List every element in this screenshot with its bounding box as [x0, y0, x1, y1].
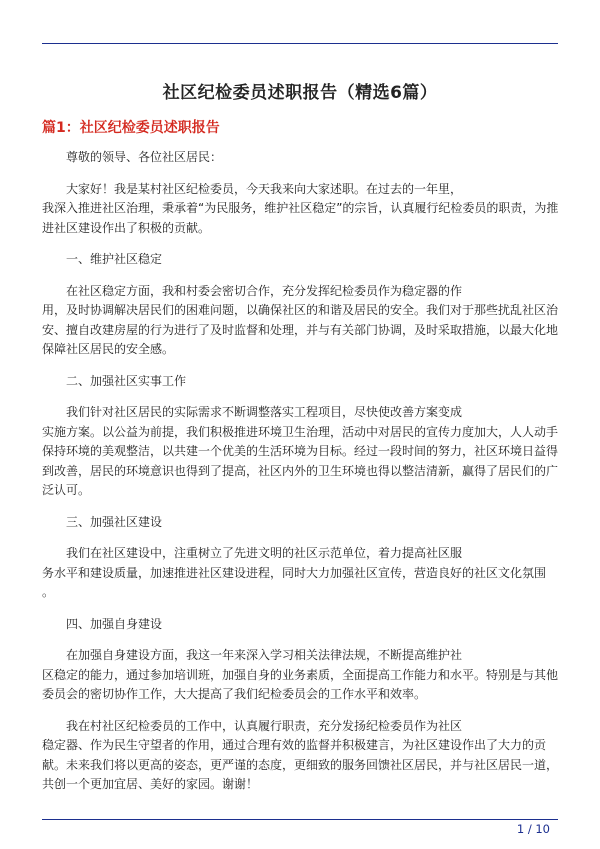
section-heading-3: 三、加强社区建设 — [66, 514, 163, 529]
section-heading-2: 二、加强社区实事工作 — [66, 373, 187, 388]
paragraph-closing: 我在村社区纪检委员的工作中，认真履行职责，充分发扬纪检委员作为社区 稳定器、作为民生守望者的作用，通过合理有效的监督并积极建言，为社区建设作出了大力的贡献。未来我们将以更高的姿态，更严谨的态度，更细致的服务回馈社区居民，并与社区居民一道，共创一个更加宜居、美好的家园。谢谢！ — [42, 718, 559, 791]
paragraph-salutation: 尊敬的领导、各位社区居民： — [66, 150, 223, 164]
paragraph-section-4: 在加强自身建设方面，我这一年来深入学习相关法律法规，不断提高维护社 区稳定的能力，通过参加培训班，加强自身的业务素质，全面提高工作能力和水平。特别是与其他委员会的密切协作工作，大大提高了我们纪检委员会的工作水平和效率。 — [42, 648, 559, 701]
paragraph-section-1: 在社区稳定方面，我和村委会密切合作，充分发挥纪检委员作为稳定器的作 用，及时协调解决居民们的困难问题，以确保社区的和谐及居民的安全。我们对于那些扰乱社区治安、擅自改建房屋的行为进行了及时监督和处理，并与有关部门协调，及时采取措施，以最大化地保障社区居民的安全感。 — [42, 283, 559, 356]
header-rule — [42, 43, 558, 44]
section-subtitle: 篇1：社区纪检委员述职报告 — [42, 120, 220, 136]
footer-rule — [42, 819, 558, 820]
paragraph-intro: 大家好！我是某村社区纪检委员，今天我来向大家述职。在过去的一年里， 我深入推进社区治理，秉承着“为民服务，维护社区稳定”的宗旨，认真履行纪检委员的职责，为推进社区建设作出了积极的贡献。 — [42, 181, 559, 235]
section-heading-1: 一、维护社区稳定 — [66, 252, 163, 266]
paragraph-section-3: 我们在社区建设中，注重树立了先进文明的社区示范单位，着力提高社区服 务水平和建设质量，加速推进社区建设进程，同时大力加强社区宣传，营造良好的社区文化氛围 。 — [42, 546, 547, 599]
document-body — [42, 148, 562, 807]
document-title: 社区纪检委员述职报告（精选6篇） — [162, 83, 438, 103]
page-number: 1 / 10 — [516, 822, 550, 836]
section-heading-4: 四、加强自身建设 — [66, 616, 163, 631]
paragraph-section-2: 我们针对社区居民的实际需求不断调整落实工程项目，尽快使改善方案变成 实施方案。以公益为前提，我们积极推进环境卫生治理，活动中对居民的宣传力度加大，人人动手保持环境的美观整洁，以共建一个优美的生活环境为目标。经过一段时间的努力，社区环境日益得到改善，居民的环境意识也得到了提高，社区内外的卫生环境也得以整洁清新，赢得了居民们的广泛认可。 — [42, 405, 559, 497]
